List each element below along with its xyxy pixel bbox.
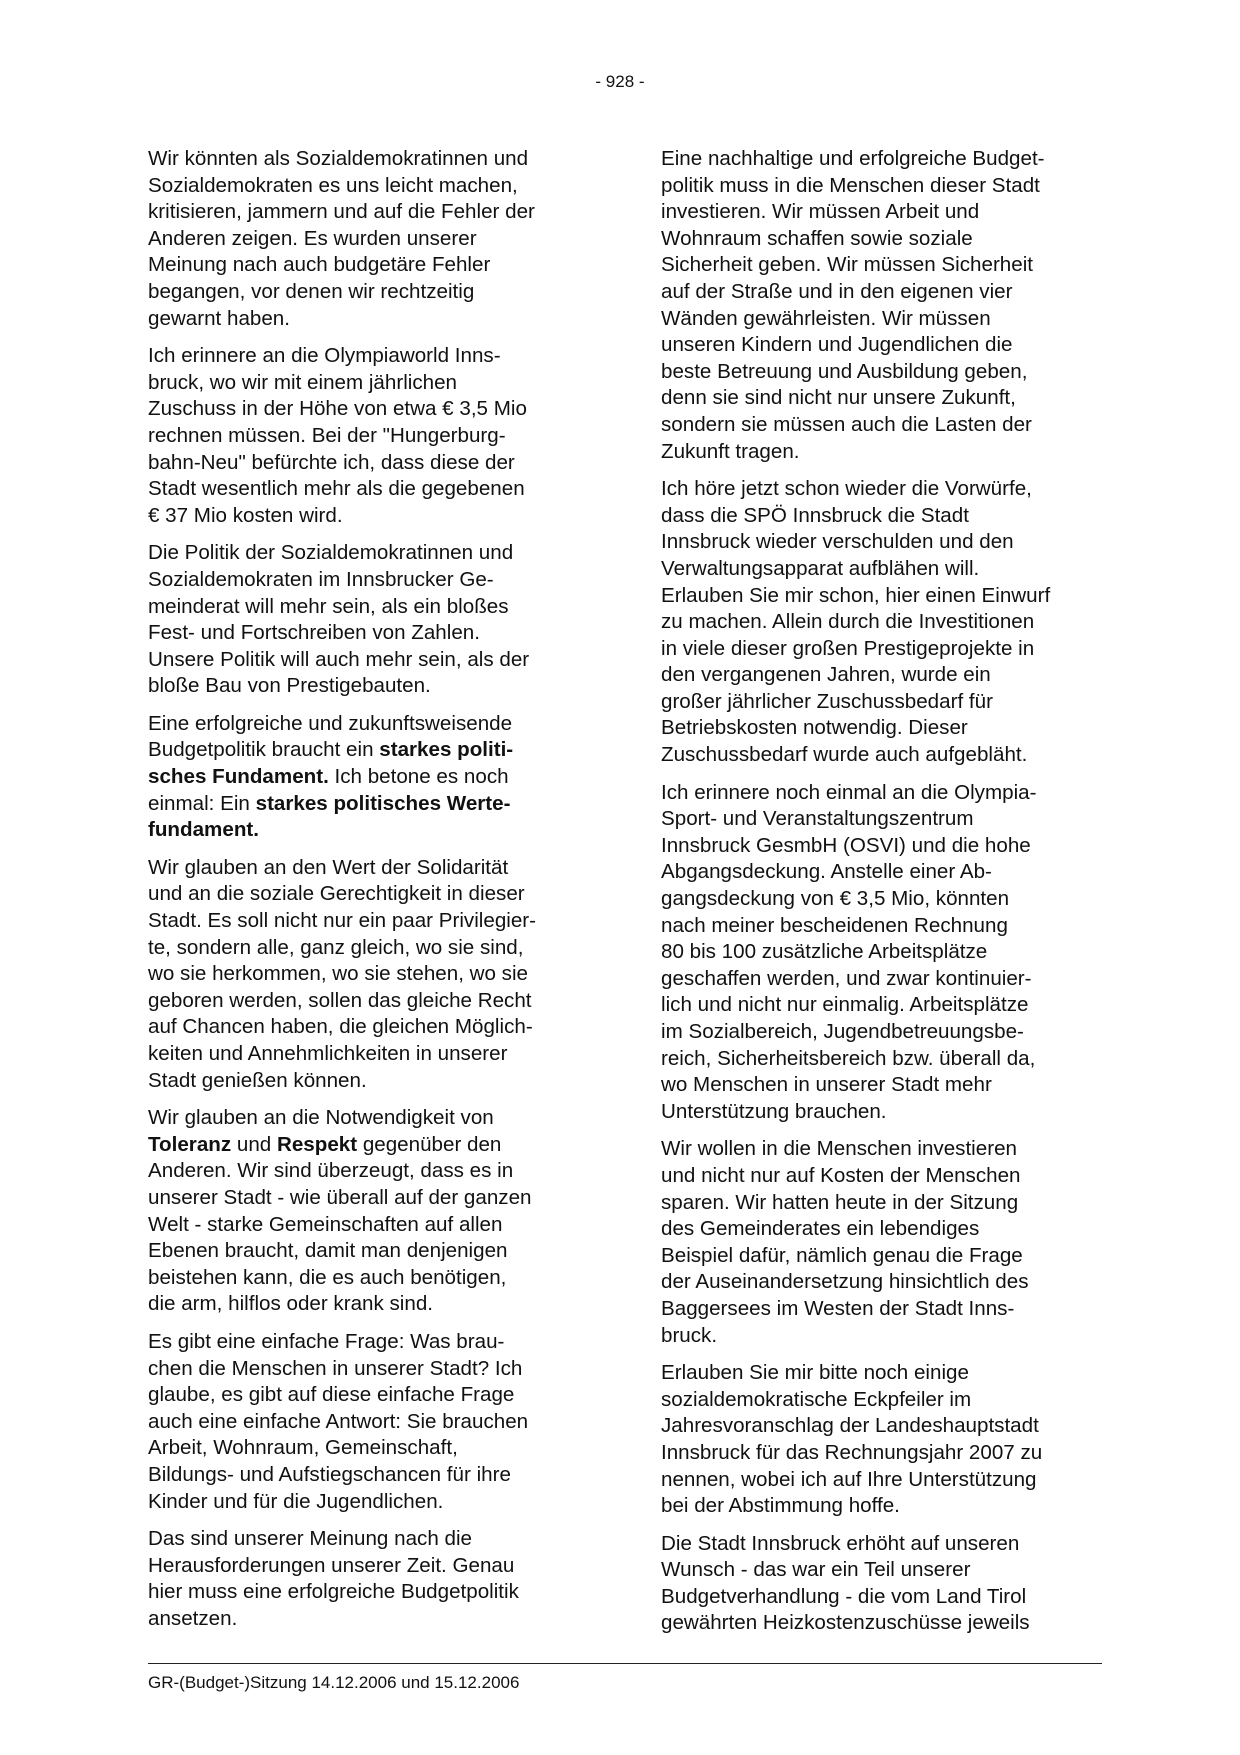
bold-text: starkes politisches Werte- fundament. [148,791,511,842]
bold-text: Respekt [276,1132,358,1156]
paragraph-toleranz [148,1105,588,1318]
paragraph: Die Politik der Sozialdemokratinnen und Sozialdemokraten im Innsbrucker Ge- meinderat will mehr sein, als ein bloßes Fest- und Fortschreiben von Zahlen. Unsere Politik will auch mehr sein, als der bloße Bau von Prestigebauten. [148,541,530,698]
paragraph: Erlauben Sie mir bitte noch einige sozialdemokratische Eckpfeiler im Jahresvoranschlag der Landeshauptstadt Innsbruck für das Rechnungsjahr 2007 zu nennen, wobei ich auf Ihre Unterstützung bei der Abstimmung hoffe. [661,1361,1043,1518]
page-number: - 928 - [595,72,645,91]
footer-divider [148,1663,1102,1664]
text-segment: Ich betone es noch einmal: Ein [148,765,509,815]
paragraph: Eine nachhaltige und erfolgreiche Budget- politik muss in die Menschen dieser Stadt investieren. Wir müssen Arbeit und Wohnraum schaffen sowie soziale Sicherheit geben. Wir müssen Sicherheit auf der Straße und in den eigenen vier Wänden gewährleisten. Wir müssen unseren Kindern und Jugendlichen die beste Betreuung und Ausbildung geben, denn sie sind nicht nur unsere Zukunft, sondern sie müssen auch die Lasten der Zukunft tragen. [661,147,1045,463]
paragraph: Wir glauben an den Wert der Solidarität und an die soziale Gerechtigkeit in dieser Stadt. Es soll nicht nur ein paar Privilegier- te, sondern alle, ganz gleich, wo sie sind, wo sie herkommen, wo sie stehen, wo sie geboren werden, sollen das gleiche Recht auf Chancen haben, die gleichen Möglich- keiten und Annehmlichkeiten in unserer Stadt genießen können. [148,855,537,1092]
paragraph-fundament [148,711,588,844]
paragraph: Die Stadt Innsbruck erhöht auf unseren Wunsch - das war ein Teil unserer Budgetverhandlung - die vom Land Tirol gewährten Heizkostenzuschüsse jeweils [661,1531,1030,1635]
right-column [661,146,1101,1648]
left-column [148,146,588,1643]
text-segment: und [231,1132,277,1156]
paragraph: Ich erinnere an die Olympiaworld Inns- bruck, wo wir mit einem jährlichen Zuschuss in der Höhe von etwa € 3,5 Mio rechnen müssen. Bei der "Hungerburg- bahn-Neu" befürchte ich, dass diese der Stadt wesentlich mehr als die gegebenen € 37 Mio kosten wird. [148,344,527,527]
text-segment: Eine erfolgreiche und zukunftsweisende Budgetpolitik braucht ein [148,711,513,762]
text-segment: Wir glauben an die Notwendigkeit von [148,1106,494,1130]
paragraph: Ich höre jetzt schon wieder die Vorwürfe, dass die SPÖ Innsbruck die Stadt Innsbruck wieder verschulden und den Verwaltungsapparat aufblähen will. Erlauben Sie mir schon, hier einen Einwurf zu machen. Allein durch die Investitionen in viele dieser großen Prestigeprojekte in den vergangenen Jahren, wurde ein großer jährlicher Zuschussbedarf für Betriebskosten notwendig. Dieser Zuschussbedarf wurde auch aufgebläht. [661,477,1051,767]
paragraph: Ich erinnere noch einmal an die Olympia- Sport- und Veranstaltungszentrum Innsbruck GesmbH (OSVI) und die hohe Abgangsdeckung. Anstelle einer Ab- gangsdeckung von € 3,5 Mio, könnten nach meiner bescheidenen Rechnung 80 bis 100 zusätzliche Arbeitsplätze geschaffen werden, und zwar kontinuier- lich und nicht nur einmalig. Arbeitsplätze im Sozialbereich, Jugendbetreuungsbe- reich, Sicherheitsbereich bzw. überall da, wo Menschen in unserer Stadt mehr Unterstützung brauchen. [661,780,1037,1123]
paragraph: Wir könnten als Sozialdemokratinnen und Sozialdemokraten es uns leicht machen, kritisieren, jammern und auf die Fehler der Anderen zeigen. Es wurden unserer Meinung nach auch budgetäre Fehler begangen, vor denen wir rechtzeitig gewarnt haben. [148,147,535,330]
footer-text: GR-(Budget-)Sitzung 14.12.2006 und 15.12.2006 [148,1673,520,1692]
bold-text: starkes politi- sches Fundament. [148,738,514,789]
paragraph: Wir wollen in die Menschen investieren und nicht nur auf Kosten der Menschen sparen. Wir hatten heute in der Sitzung des Gemeinderates ein lebendiges Beispiel dafür, nämlich genau die Frage der Auseinandersetzung hinsichtlich des Baggersees im Westen der Stadt Inns- bruck. [661,1137,1029,1347]
paragraph: Es gibt eine einfache Frage: Was brau- chen die Menschen in unserer Stadt? Ich glaube, es gibt auf diese einfache Frage auch eine einfache Antwort: Sie brauchen Arbeit, Wohnraum, Gemeinschaft, Bildungs- und Aufstiegschancen für ihre Kinder und für die Jugendlichen. [148,1329,529,1513]
bold-text: Toleranz [148,1132,232,1156]
paragraph: Das sind unserer Meinung nach die Herausforderungen unserer Zeit. Genau hier muss eine erfolgreiche Budgetpolitik ansetzen. [148,1527,519,1630]
text-segment: gegenüber den Anderen. Wir sind überzeugt, dass es in unserer Stadt - wie überall auf der ganzen Welt - starke Gemeinschaften auf allen Ebenen braucht, damit man denjenigen beistehen kann, die es auch benötigen, die arm, hilflos oder krank sind. [148,1132,532,1316]
